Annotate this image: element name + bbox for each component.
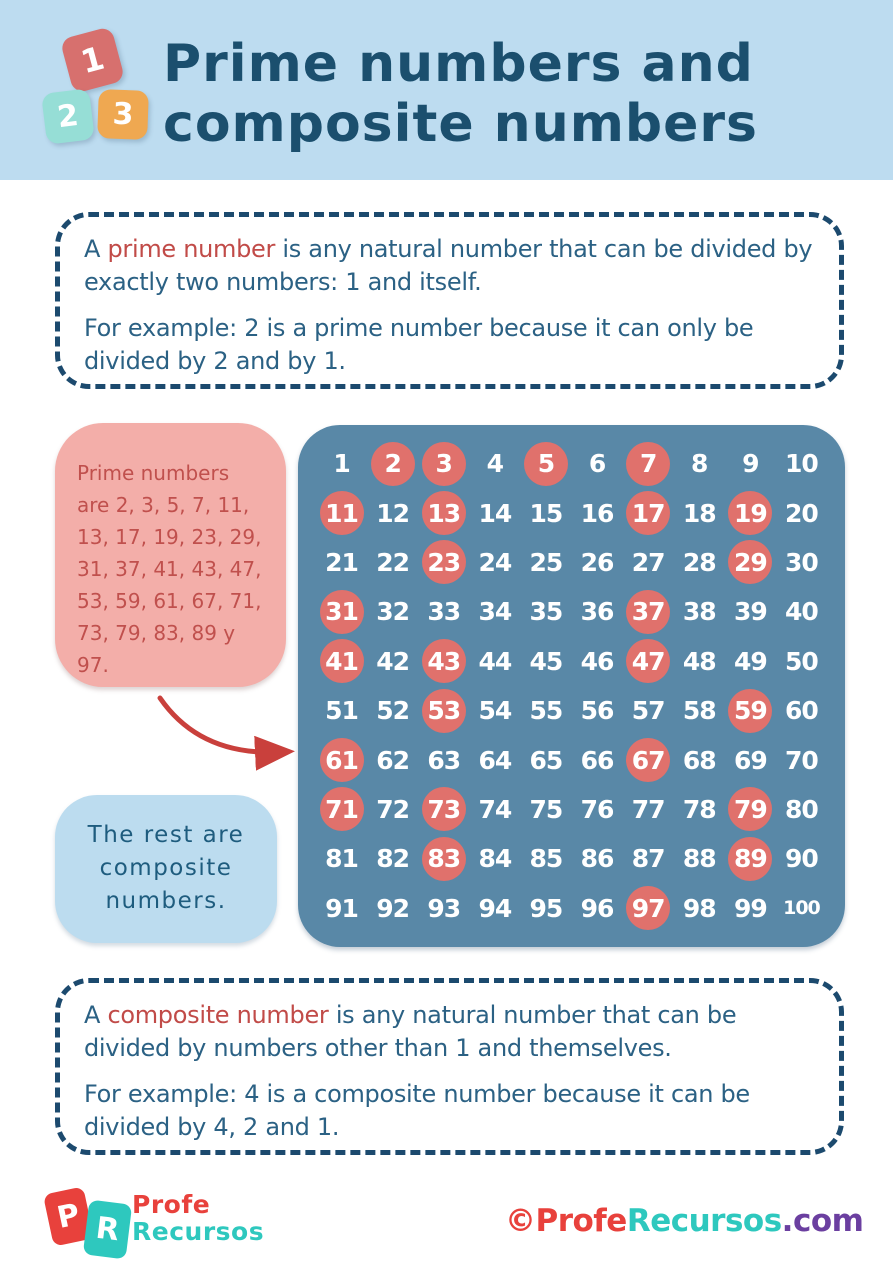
logo-wordmark	[132, 1191, 264, 1245]
page-title-line2: composite numbers	[163, 94, 758, 154]
grid-number-36: 36	[580, 597, 614, 627]
grid-number-32: 32	[376, 597, 410, 627]
grid-number-2: 2	[367, 439, 418, 488]
grid-number-43: 43	[418, 637, 469, 686]
grid-number-84: 84	[478, 844, 512, 874]
grid-number-53: 53	[418, 686, 469, 735]
grid-number-18: 18	[682, 498, 716, 528]
grid-number-27: 27	[631, 547, 665, 577]
grid-number-20: 20	[785, 498, 818, 528]
prime-definition-box	[55, 212, 844, 389]
number-block-2	[41, 88, 95, 144]
grid-number-73: 73	[418, 785, 469, 834]
grid-number-45: 45	[529, 646, 563, 676]
website-url-part1: Profe	[535, 1203, 627, 1239]
page-title	[163, 34, 758, 154]
grid-number-78: 78	[682, 794, 716, 824]
grid-number-98: 98	[682, 893, 716, 923]
grid-number-22: 22	[376, 547, 410, 577]
grid-number-25: 25	[529, 547, 563, 577]
prime-definition-sentence	[84, 233, 815, 299]
grid-number-68: 68	[682, 745, 716, 775]
grid-number-1: 1	[333, 449, 350, 479]
grid-number-13: 13	[418, 488, 469, 537]
grid-number-65: 65	[529, 745, 563, 775]
grid-number-41: 41	[316, 637, 367, 686]
grid-number-70: 70	[785, 745, 818, 775]
grid-number-9: 9	[742, 449, 759, 479]
grid-number-100: 100	[783, 897, 820, 920]
number-block-1	[60, 26, 126, 94]
number-block-1-label: 1	[76, 38, 109, 82]
grid-number-10: 10	[785, 449, 818, 479]
grid-number-90: 90	[785, 844, 818, 874]
grid-number-96: 96	[580, 893, 614, 923]
composite-definition-prefix: A	[84, 1001, 108, 1029]
grid-number-77: 77	[631, 794, 665, 824]
grid-number-14: 14	[478, 498, 512, 528]
grid-number-86: 86	[580, 844, 614, 874]
grid-number-39: 39	[733, 597, 767, 627]
grid-number-31: 31	[316, 587, 367, 636]
grid-number-61: 61	[316, 735, 367, 784]
grid-number-24: 24	[478, 547, 512, 577]
number-block-3-label: 3	[111, 96, 135, 133]
grid-number-3: 3	[418, 439, 469, 488]
composite-definition-term: composite number	[107, 1001, 329, 1029]
grid-number-16: 16	[580, 498, 614, 528]
composite-definition-example: For example: 4 is a composite number because it can be divided by 4, 2 and 1.	[84, 1080, 750, 1141]
grid-number-35: 35	[529, 597, 563, 627]
grid-number-93: 93	[427, 893, 461, 923]
composite-definition-sentence	[84, 999, 815, 1065]
grid-number-28: 28	[682, 547, 716, 577]
website-url-part2: Recursos	[626, 1203, 782, 1239]
grid-number-85: 85	[529, 844, 563, 874]
grid-number-50: 50	[785, 646, 818, 676]
grid-number-44: 44	[478, 646, 512, 676]
prime-definition-term: prime number	[107, 235, 276, 263]
grid-number-5: 5	[520, 439, 571, 488]
grid-number-87: 87	[631, 844, 665, 874]
grid-number-49: 49	[733, 646, 767, 676]
grid-number-11: 11	[316, 488, 367, 537]
grid-number-51: 51	[325, 696, 358, 726]
grid-number-66: 66	[580, 745, 614, 775]
grid-number-29: 29	[725, 538, 776, 587]
grid-number-21: 21	[325, 547, 358, 577]
logo-letter-p: P	[54, 1197, 83, 1236]
logo-wordmark-line2: Recursos	[132, 1217, 265, 1246]
grid-number-88: 88	[682, 844, 716, 874]
grid-number-81: 81	[325, 844, 358, 874]
grid-number-69: 69	[733, 745, 767, 775]
grid-number-8: 8	[691, 449, 708, 479]
grid-number-62: 62	[376, 745, 410, 775]
composite-note-text: The rest are composite numbers.	[87, 822, 245, 914]
grid-number-23: 23	[418, 538, 469, 587]
copyright-icon: ©	[505, 1203, 536, 1239]
curved-arrow-icon	[150, 690, 300, 775]
number-block-3	[97, 89, 149, 140]
grid-number-83: 83	[418, 834, 469, 883]
prime-list-text: Prime numbers are 2, 3, 5, 7, 11, 13, 17, 19, 23, 29, 31, 37, 41, 43, 47, 53, 59, 61, 67, 71, 73, 79, 83, 89 y 97.	[77, 461, 262, 677]
grid-number-64: 64	[478, 745, 512, 775]
number-grid	[298, 425, 845, 947]
logo-block-r	[83, 1200, 132, 1260]
composite-definition-rest: is any natural number that can be divided by numbers other than 1 and themselves.	[84, 1001, 737, 1062]
grid-number-46: 46	[580, 646, 614, 676]
grid-number-42: 42	[376, 646, 410, 676]
prime-definition-example: For example: 2 is a prime number because it can only be divided by 2 and by 1.	[84, 314, 754, 375]
grid-number-92: 92	[376, 893, 410, 923]
grid-number-79: 79	[725, 785, 776, 834]
grid-number-33: 33	[427, 597, 461, 627]
grid-number-80: 80	[785, 794, 818, 824]
grid-number-71: 71	[316, 785, 367, 834]
grid-number-7: 7	[623, 439, 674, 488]
grid-number-56: 56	[580, 696, 614, 726]
grid-number-63: 63	[427, 745, 461, 775]
grid-number-75: 75	[529, 794, 563, 824]
grid-number-37: 37	[623, 587, 674, 636]
grid-number-38: 38	[682, 597, 716, 627]
arrow-to-grid	[150, 690, 300, 775]
grid-number-57: 57	[631, 696, 665, 726]
page-title-line1: Prime numbers and	[163, 34, 754, 94]
grid-number-52: 52	[376, 696, 410, 726]
grid-number-74: 74	[478, 794, 512, 824]
grid-number-60: 60	[785, 696, 818, 726]
grid-number-59: 59	[725, 686, 776, 735]
prime-definition-rest: is any natural number that can be divided by exactly two numbers: 1 and itself.	[84, 235, 813, 296]
logo-wordmark-line1: Profe	[132, 1190, 211, 1219]
grid-number-67: 67	[623, 735, 674, 784]
grid-number-40: 40	[785, 597, 818, 627]
grid-number-6: 6	[588, 449, 606, 479]
prime-definition-prefix: A	[84, 235, 108, 263]
grid-number-89: 89	[725, 834, 776, 883]
grid-number-99: 99	[733, 893, 767, 923]
grid-number-94: 94	[478, 893, 512, 923]
grid-number-47: 47	[623, 637, 674, 686]
website-url	[505, 1203, 863, 1239]
grid-number-4: 4	[486, 449, 504, 479]
header	[0, 0, 893, 180]
number-block-2-label: 2	[55, 97, 81, 136]
composite-note-box	[55, 795, 277, 943]
grid-number-54: 54	[478, 696, 512, 726]
grid-number-55: 55	[529, 696, 563, 726]
prime-list-box	[55, 423, 286, 687]
grid-number-17: 17	[623, 488, 674, 537]
grid-number-48: 48	[682, 646, 716, 676]
composite-definition-box	[55, 978, 844, 1155]
grid-number-82: 82	[376, 844, 410, 874]
website-url-part3: .com	[781, 1203, 864, 1239]
grid-number-30: 30	[785, 547, 818, 577]
grid-number-19: 19	[725, 488, 776, 537]
grid-number-91: 91	[325, 893, 358, 923]
grid-number-72: 72	[376, 794, 410, 824]
grid-number-58: 58	[682, 696, 716, 726]
grid-number-26: 26	[580, 547, 614, 577]
grid-number-12: 12	[376, 498, 410, 528]
grid-number-76: 76	[580, 794, 614, 824]
grid-number-97: 97	[623, 884, 674, 933]
grid-number-34: 34	[478, 597, 512, 627]
logo-letter-r: R	[93, 1210, 122, 1249]
grid-number-15: 15	[529, 498, 563, 528]
grid-number-95: 95	[529, 893, 563, 923]
